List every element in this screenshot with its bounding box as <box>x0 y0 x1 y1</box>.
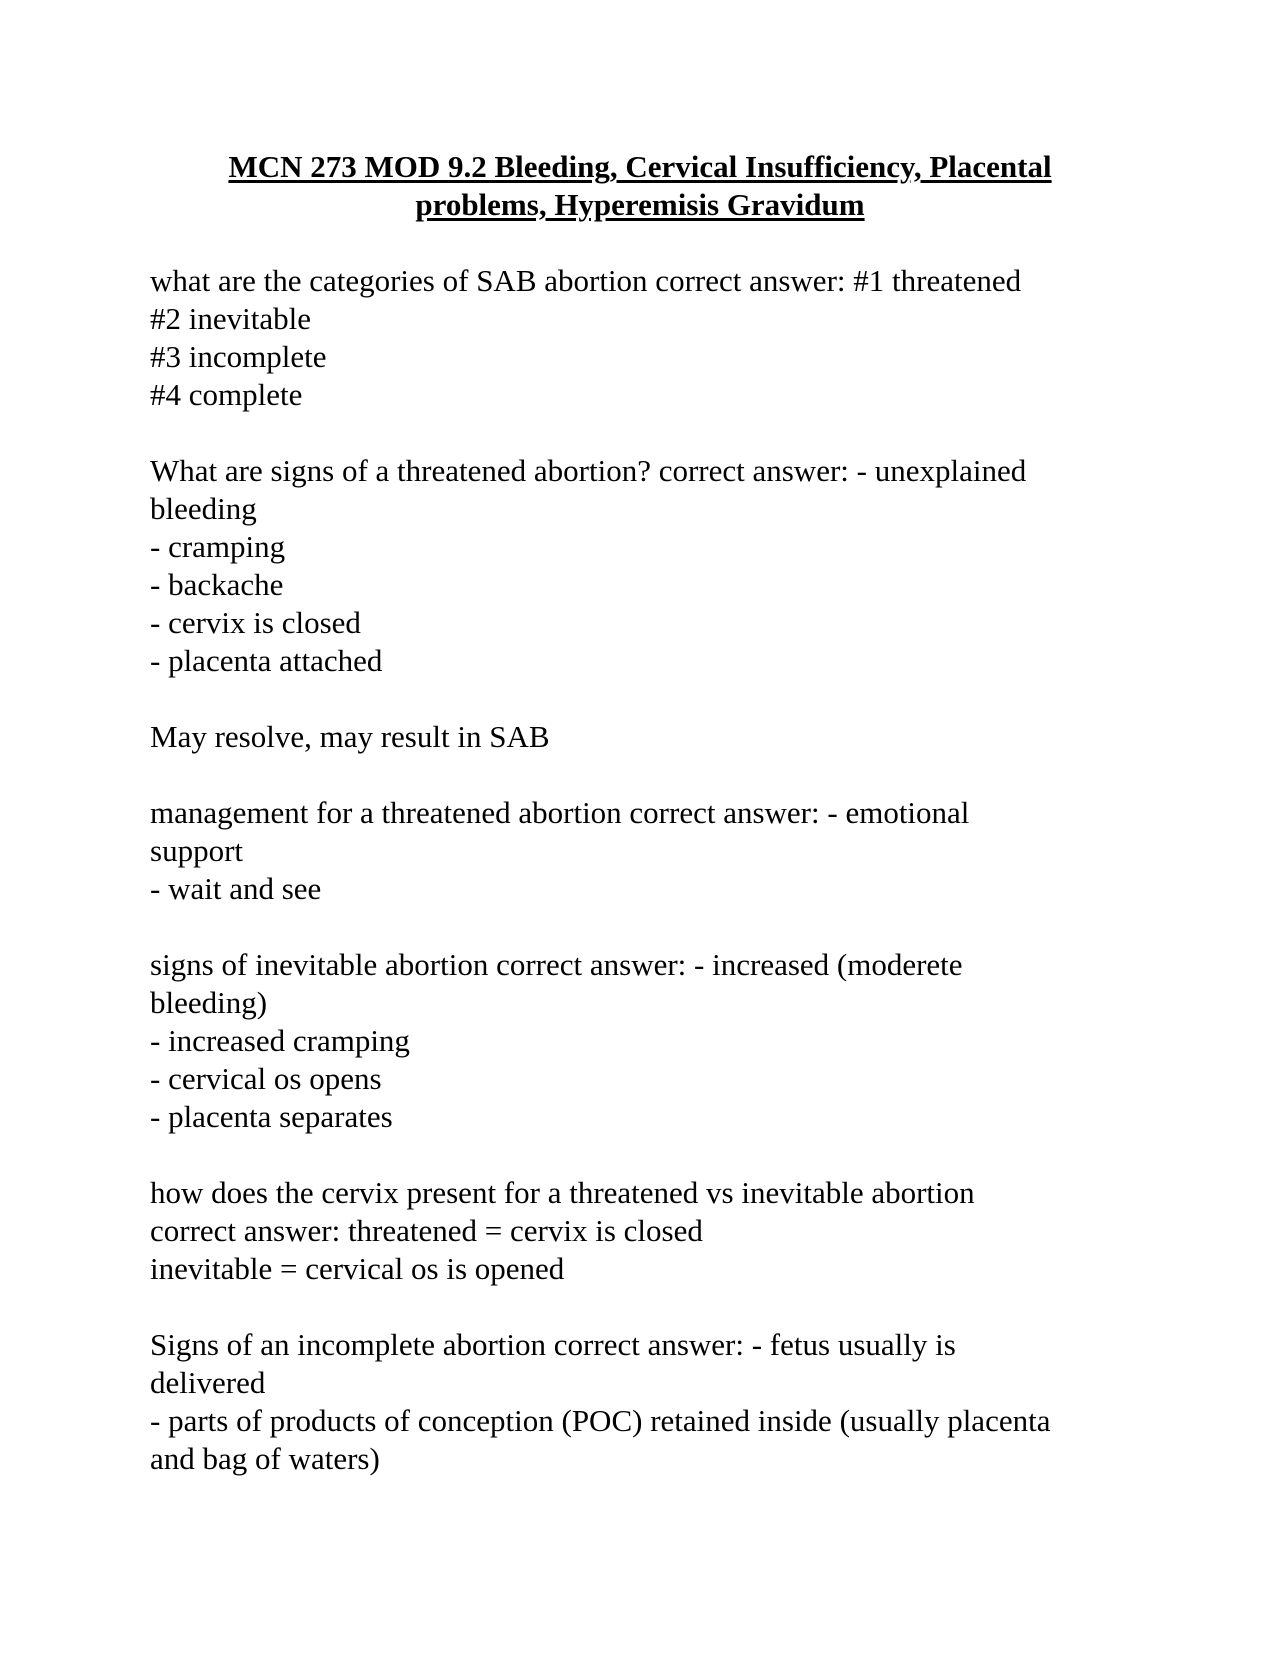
text-line: May resolve, may result in SAB <box>150 719 550 754</box>
text-line: Signs of an incomplete abortion correct answer: - fetus usually is <box>150 1327 956 1362</box>
paragraph-threatened-signs <box>150 452 1130 680</box>
text-line: correct answer: threatened = cervix is closed <box>150 1213 703 1248</box>
text-line: What are signs of a threatened abortion? correct answer: - unexplained <box>150 453 1027 488</box>
text-line: how does the cervix present for a threatened vs inevitable abortion <box>150 1175 975 1210</box>
title-line-2: problems, Hyperemisis Gravidum <box>415 187 865 222</box>
text-line: inevitable = cervical os is opened <box>150 1251 565 1286</box>
text-line: - wait and see <box>150 871 322 906</box>
paragraph-may-resolve <box>150 718 1130 756</box>
text-line: delivered <box>150 1365 266 1400</box>
text-line: support <box>150 833 243 868</box>
text-line: signs of inevitable abortion correct answer: - increased (moderete <box>150 947 963 982</box>
text-line: #2 inevitable <box>150 301 311 336</box>
paragraph-inevitable-signs <box>150 946 1130 1136</box>
text-line: #3 incomplete <box>150 339 327 374</box>
text-line: - parts of products of conception (POC) retained inside (usually placenta <box>150 1403 1051 1438</box>
text-line: management for a threatened abortion correct answer: - emotional <box>150 795 970 830</box>
paragraph-sab-categories <box>150 262 1130 414</box>
document-title <box>150 148 1130 224</box>
paragraph-incomplete-signs <box>150 1326 1130 1478</box>
text-line: - placenta attached <box>150 643 383 678</box>
text-line: and bag of waters) <box>150 1441 380 1476</box>
text-line: - cervix is closed <box>150 605 361 640</box>
text-line: - cramping <box>150 529 286 564</box>
text-line: - backache <box>150 567 284 602</box>
paragraph-cervix-presentation <box>150 1174 1130 1288</box>
text-line: what are the categories of SAB abortion correct answer: #1 threatened <box>150 263 1022 298</box>
text-line: bleeding <box>150 491 257 526</box>
document-page <box>150 148 1130 1516</box>
text-line: - cervical os opens <box>150 1061 382 1096</box>
text-line: - placenta separates <box>150 1099 393 1134</box>
paragraph-threatened-management <box>150 794 1130 908</box>
text-line: - increased cramping <box>150 1023 410 1058</box>
text-line: bleeding) <box>150 985 268 1020</box>
title-line-1: MCN 273 MOD 9.2 Bleeding, Cervical Insufficiency, Placental <box>228 149 1052 184</box>
text-line: #4 complete <box>150 377 303 412</box>
